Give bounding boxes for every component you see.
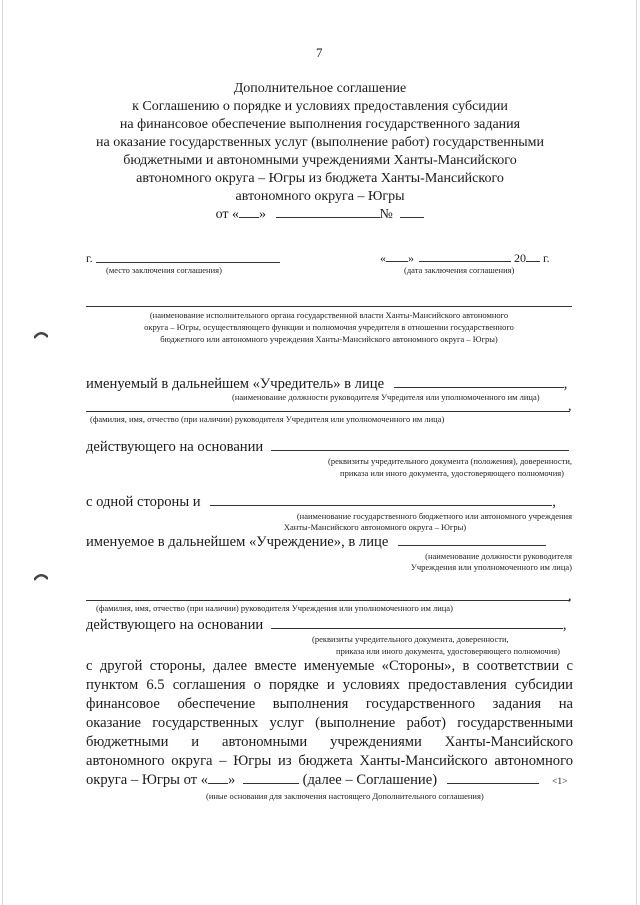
- body-line-6: автономного округа – Югры из бюджета Ханты-Мансийского автономного: [86, 753, 573, 769]
- body-line-3: финансовое обеспечение выполнения государственного задания на: [86, 696, 573, 712]
- title-date-number-line: [0, 206, 640, 224]
- founder-basis-blank[interactable]: [271, 450, 569, 451]
- date-day-blank[interactable]: [386, 261, 408, 262]
- institution-basis-caption-1: (реквизиты учредительного документа, доверенности,: [312, 634, 509, 644]
- date-year-blank[interactable]: [526, 261, 540, 262]
- founder-position-blank[interactable]: [394, 387, 564, 388]
- body-line-4: оказание государственных услуг (выполнение работ) государственными: [86, 715, 573, 731]
- institution-line: с одной стороны и ,: [86, 494, 556, 510]
- title-line-4: на оказание государственных услуг (выполнение работ) государственными: [96, 135, 544, 150]
- institution-position-caption-1: (наименование должности руководителя: [425, 551, 572, 561]
- founder-name-comma: ,: [568, 399, 572, 414]
- title-line-5: бюджетными и автономными учреждениями Ханты-Мансийского: [123, 153, 517, 168]
- institution-caption-2: Ханты-Мансийского автономного округа – Югры): [283, 522, 467, 532]
- body-line-2: пунктом 6.5 соглашения о порядке и условиях предоставления субсидии: [86, 677, 573, 693]
- organ-caption-2: округа – Югры, осуществляющего функции и полномочия учредителя в отношении государственного: [144, 322, 514, 332]
- date-month-blank[interactable]: [419, 261, 511, 262]
- place-blank[interactable]: [96, 262, 280, 263]
- institution-position-blank[interactable]: [398, 545, 546, 546]
- institution-basis-caption-2: приказа или иного документа, удостоверяющего полномочия): [336, 646, 560, 656]
- agreement-month-blank[interactable]: [243, 783, 299, 784]
- title-number-blank[interactable]: [400, 217, 424, 218]
- body-line-1: с другой стороны, далее вместе именуемые «Стороны», в соответствии с: [86, 658, 573, 674]
- institution-named-line: именуемое в дальнейшем «Учреждение», в лице: [86, 533, 546, 551]
- title-date-close: »: [259, 207, 267, 222]
- binder-hole-mark-top: [34, 331, 48, 339]
- body-line-7: округа – Югры от « » (далее – Соглашение): [86, 771, 539, 789]
- title-line-2: к Соглашению о порядке и условиях предоставления субсидии: [132, 99, 508, 114]
- title-day-blank[interactable]: [239, 217, 259, 218]
- organ-caption-3: бюджетного или автономного учреждения Ханты-Мансийского автономного округа – Югры): [160, 334, 498, 344]
- date-line: « » 20 г.: [380, 251, 550, 265]
- title-line-7: автономного округа – Югры: [235, 189, 405, 204]
- title-line-6: автономного округа – Югры из бюджета Ханты-Мансийского: [136, 171, 504, 186]
- institution-basis-line: действующего на основании ,: [86, 617, 567, 633]
- title-line-3: на финансовое обеспечение выполнения государственного задания: [119, 117, 521, 132]
- institution-blank[interactable]: [210, 505, 552, 506]
- footnote-ref: <1>: [552, 777, 568, 787]
- other-grounds-caption: (иные основания для заключения настоящего Дополнительного соглашения): [206, 791, 484, 801]
- institution-position-caption-2: Учреждения или уполномоченного им лица): [410, 562, 572, 572]
- founder-basis-caption-1: (реквизиты учредительного документа (положения), доверенности,: [328, 456, 572, 466]
- city-prefix: г.: [86, 251, 93, 265]
- institution-name-blank[interactable]: [86, 600, 570, 601]
- founder-basis-caption-2: приказа или иного документа, удостоверяющего полномочия): [340, 468, 564, 478]
- binder-hole-mark-bottom: [34, 573, 48, 581]
- institution-name-caption: (фамилия, имя, отчество (при наличии) руководителя Учреждения или уполномоченного им лица): [96, 603, 453, 613]
- title-date-open: от «: [215, 207, 240, 222]
- title-month-year-blank[interactable]: [276, 217, 380, 218]
- other-grounds-blank[interactable]: [447, 783, 539, 784]
- organ-caption-1: (наименование исполнительного органа государственной власти Ханты-Мансийского автономного: [149, 310, 509, 320]
- founder-line: именуемый в дальнейшем «Учредитель» в лице ,: [86, 376, 568, 392]
- organ-blank[interactable]: [86, 306, 572, 307]
- place-caption: (место заключения соглашения): [106, 265, 222, 275]
- founder-name-caption: (фамилия, имя, отчество (при наличии) руководителя Учредителя или уполномоченного им лица): [90, 414, 445, 424]
- founder-basis-line: действующего на основании: [86, 438, 569, 456]
- founder-name-blank[interactable]: [86, 411, 570, 412]
- founder-position-caption: (наименование должности руководителя Учредителя или уполномоченного им лица): [232, 392, 540, 402]
- title-number-sign: №: [379, 207, 393, 222]
- page-number: 7: [316, 45, 323, 60]
- institution-caption-1: (наименование государственного бюджетного или автономного учреждения: [296, 511, 572, 521]
- agreement-day-blank[interactable]: [208, 783, 228, 784]
- institution-name-comma: ,: [568, 589, 572, 604]
- body-line-5: бюджетными и автономными учреждениями Ханты-Мансийского: [86, 734, 573, 750]
- date-caption: (дата заключения соглашения): [404, 265, 515, 275]
- title-line-1: Дополнительное соглашение: [233, 81, 407, 96]
- institution-basis-blank[interactable]: [271, 628, 563, 629]
